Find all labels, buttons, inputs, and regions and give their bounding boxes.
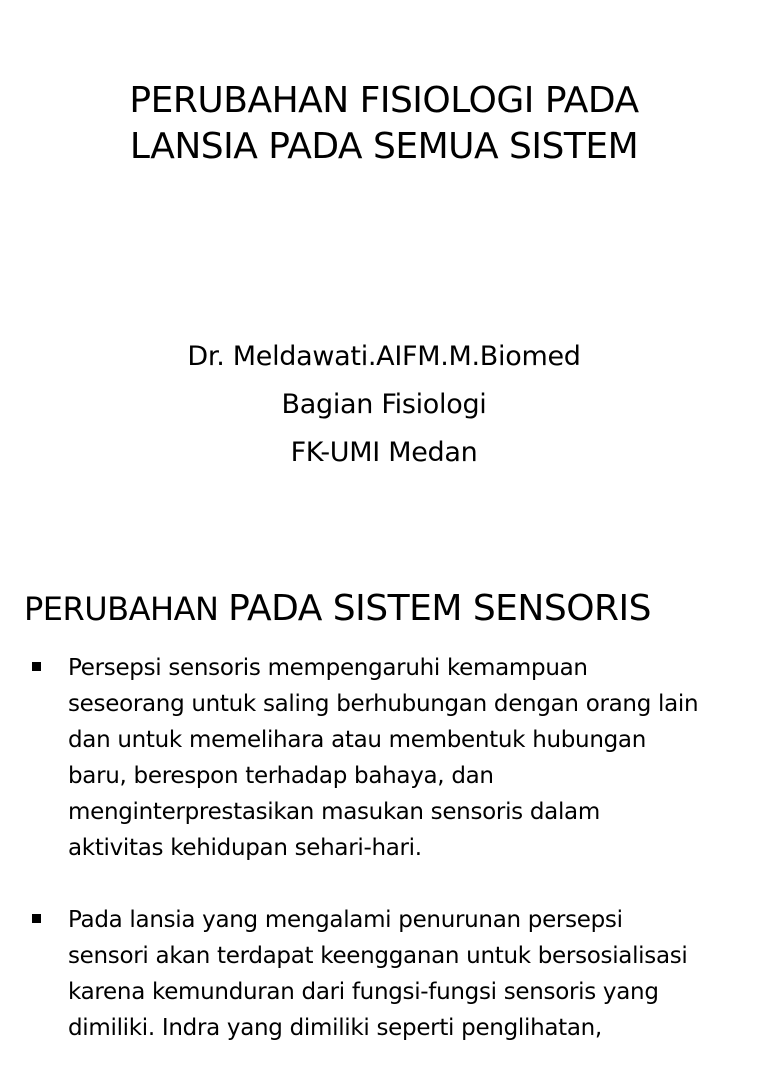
bullet-line: seseorang untuk saling berhubungan dengan orang lain: [68, 691, 699, 717]
slide-subtitle: [0, 333, 768, 477]
bullet-line: baru, berespon terhadap bahaya, dan: [68, 763, 494, 789]
section-heading-prefix: PERUBAHAN: [24, 590, 229, 628]
bullet-line: sensori akan terdapat keengganan untuk bersosialisasi: [68, 943, 688, 969]
section-heading: [24, 586, 651, 632]
bullet-line: karena kemunduran dari fungsi-fungsi sensoris yang: [68, 979, 659, 1005]
author-name: Dr. Meldawati.AIFM.M.Biomed: [187, 341, 581, 372]
bullet-list: [32, 650, 752, 1082]
bullet-line: aktivitas kehidupan sehari-hari.: [68, 835, 422, 861]
bullet-line: dan untuk memelihara atau membentuk hubungan: [68, 727, 646, 753]
section-heading-rest: PADA SISTEM SENSORIS: [228, 588, 652, 629]
square-bullet-icon: [32, 914, 41, 923]
bullet-line: Persepsi sensoris mempengaruhi kemampuan: [68, 655, 588, 681]
slide-title-line-2: LANSIA PADA SEMUA SISTEM: [129, 126, 639, 167]
bullet-line: Pada lansia yang mengalami penurunan persepsi: [68, 907, 623, 933]
bullet-item-2: [32, 902, 752, 1046]
slide-title-line-1: PERUBAHAN FISIOLOGI PADA: [129, 80, 639, 121]
bullet-line: dimiliki. Indra yang dimiliki seperti penglihatan,: [68, 1015, 602, 1041]
department-name: Bagian Fisiologi: [281, 389, 487, 420]
institution-name: FK-UMI Medan: [290, 437, 478, 468]
bullet-item-1: [32, 650, 752, 866]
slide-title: [0, 78, 768, 170]
square-bullet-icon: [32, 662, 41, 671]
bullet-line: menginterprestasikan masukan sensoris dalam: [68, 799, 600, 825]
